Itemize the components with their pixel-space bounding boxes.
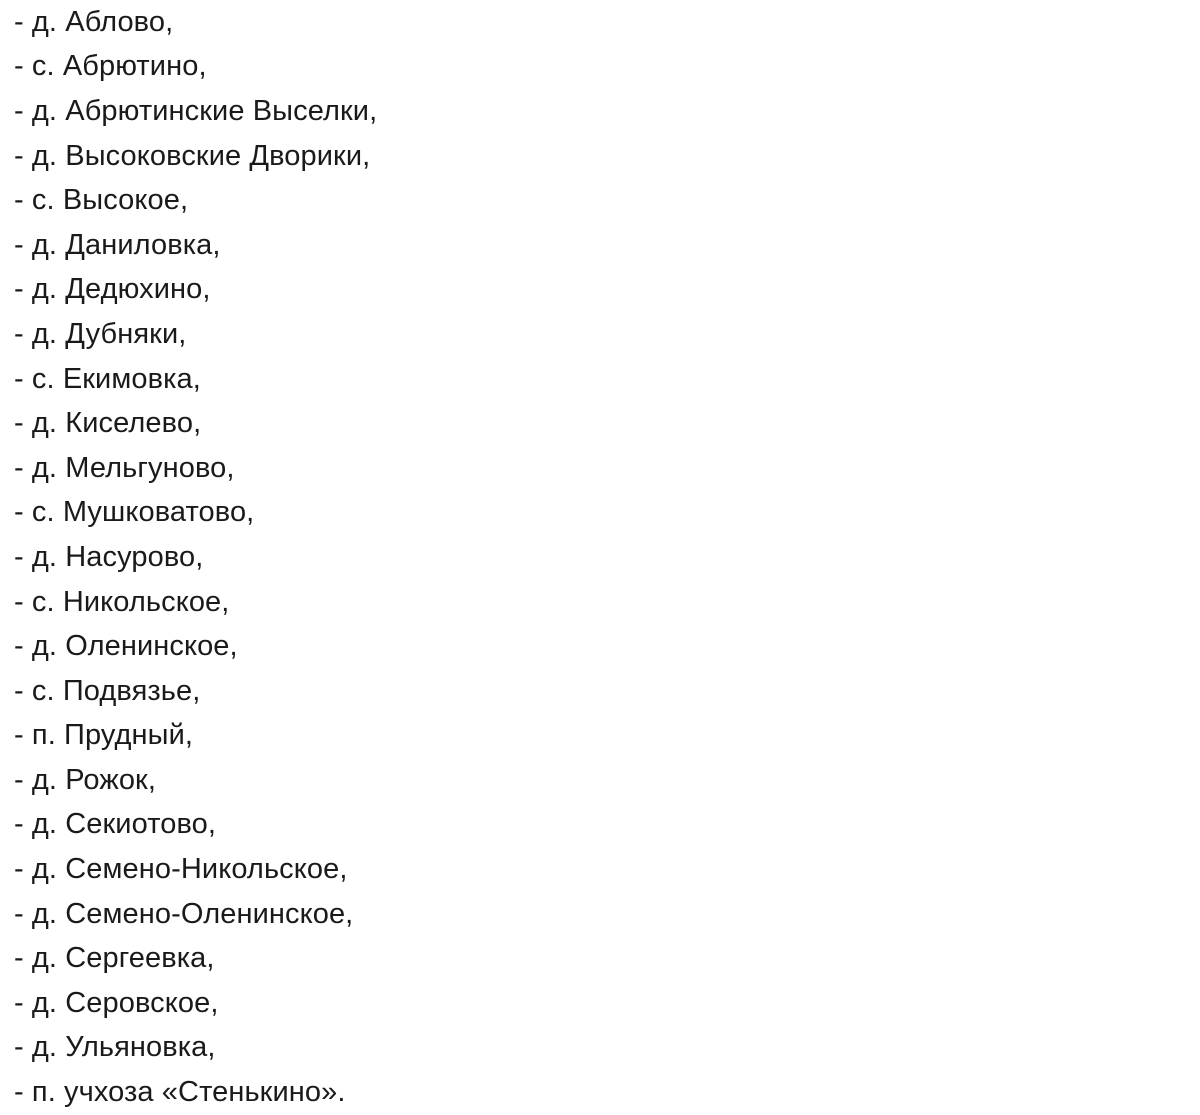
list-item: - д. Абрютинские Выселки, (14, 94, 378, 127)
list-item: - д. Аблово, (14, 5, 174, 38)
list-item: - с. Никольское, (14, 585, 230, 618)
list-item: - д. Киселево, (14, 407, 202, 440)
list-item: - с. Подвязье, (14, 674, 201, 707)
list-item: - д. Дубняки, (14, 317, 187, 350)
list-item: - д. Секиотово, (14, 808, 217, 841)
list-item: - д. Мельгуново, (14, 451, 235, 484)
list-item: - д. Семено-Никольское, (14, 853, 348, 886)
list-item: - д. Серовское, (14, 986, 219, 1019)
list-item: - п. Прудный, (14, 719, 194, 752)
list-item: - д. Даниловка, (14, 228, 221, 261)
list-item: - д. Сергеевка, (14, 942, 215, 975)
list-item: - с. Екимовка, (14, 362, 201, 395)
list-item: - д. Насурово, (14, 540, 204, 573)
list-item: - д. Ульяновка, (14, 1031, 216, 1064)
list-item: - д. Высоковские Дворики, (14, 139, 371, 172)
list-item: - с. Мушковатово, (14, 496, 255, 529)
list-item: - д. Рожок, (14, 763, 156, 796)
list-item: - д. Дедюхино, (14, 273, 211, 306)
list-item: - д. Семено-Оленинское, (14, 897, 354, 930)
list-item: - п. учхоза «Стенькино». (14, 1076, 346, 1109)
list-item: - с. Высокое, (14, 184, 189, 217)
settlement-list (14, 0, 377, 1115)
list-item: - д. Оленинское, (14, 630, 238, 663)
list-item: - с. Абрютино, (14, 50, 207, 83)
